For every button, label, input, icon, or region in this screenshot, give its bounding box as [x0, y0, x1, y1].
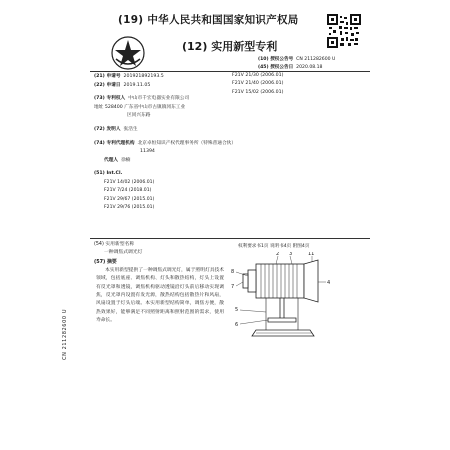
side-publication-number: CN 211282600 U [62, 308, 68, 360]
figure-label: 6 [235, 322, 239, 328]
publication-number: CN 211282600 U [296, 57, 336, 62]
publication-info [258, 56, 335, 72]
ipc-code: F21V 29/67 (2015.01) [104, 196, 155, 202]
ipc-code: F21V 29/76 (2015.01) [104, 205, 155, 211]
section-divider [90, 238, 370, 239]
claims-summary: 权利要求书1页 说明书4页 附图4页 [238, 244, 310, 249]
figure-label: 4 [327, 280, 331, 286]
biblio-agency-code: 11394 [140, 149, 155, 155]
biblio-row: 代理人 徐楠 [104, 157, 131, 163]
biblio-row: (51) Int.Cl. [94, 171, 123, 177]
publication-number-label: (10) 授权公告号 [258, 57, 294, 62]
figure-label: 7 [231, 284, 235, 290]
figure-label: 2 [276, 252, 280, 257]
ipc-code: F21V 21/40 (2006.01) [232, 81, 284, 87]
publication-date-label: (45) 授权公告日 [258, 65, 294, 70]
utility-model-title [94, 241, 142, 258]
ipc-code: F21V 15/02 (2006.01) [232, 89, 284, 95]
biblio-row: (72) 发明人 张浩生 [94, 126, 138, 132]
abstract-text: 本实用新型提供了一种调焦式调光灯，属于照明灯具技术领域，包括底座、调焦机构、灯头和散热结构，灯头上设置有反光罩和透镜，调焦机构驱动透镜沿灯头前后移动实现调焦，反光罩内设置有发光源，散热结构包括散热片和风扇，风扇设置于灯头后端。本实用新型结构简单，调焦方便，散热效果好，能够满足不同照射距离和照射范围的需求，使用寿命长。 [96, 268, 224, 324]
ipc-right-column [232, 72, 283, 97]
figure-label: 3 [289, 252, 293, 257]
title-label: (54) 实用新型名称 [94, 242, 135, 247]
ipc-code: F21V 21/30 (2006.01) [232, 73, 284, 78]
biblio-address-line: 地址 528400 广东省中山市古镇镇冈东工业 [94, 104, 186, 110]
issuing-office: (19) 中华人民共和国国家知识产权局 [118, 14, 299, 26]
lamp-drawing [226, 252, 336, 342]
figure-label: 11 [308, 252, 315, 257]
biblio-row: (73) 专利权人 中山市千宏电器实业有限公司 [94, 96, 190, 102]
ipc-code: F21V 7/24 (2018.01) [104, 188, 152, 194]
title-text: 一种调焦式调光灯 [104, 250, 143, 256]
national-emblem-icon [110, 35, 146, 71]
bibliographic-data [94, 73, 244, 213]
figure-label: 5 [235, 307, 239, 313]
document-type: (12) 实用新型专利 [182, 40, 278, 53]
qr-code-icon [327, 14, 361, 48]
biblio-address-line: 区同兴东路 [127, 113, 151, 119]
biblio-row: (21) 申请号 201921892193.5 [94, 74, 164, 79]
ipc-code: F21V 14/02 (2006.01) [104, 179, 155, 185]
biblio-row: (74) 专利代理机构 北京卓恒知识产权代理事务所（特殊普通合伙） [94, 140, 237, 146]
figure-label: 8 [231, 269, 235, 275]
biblio-row: (22) 申请日 2019.11.05 [94, 82, 151, 88]
header-divider [90, 71, 370, 72]
publication-date: 2020.08.18 [296, 65, 323, 70]
abstract-label: (57) 摘要 [94, 259, 117, 265]
